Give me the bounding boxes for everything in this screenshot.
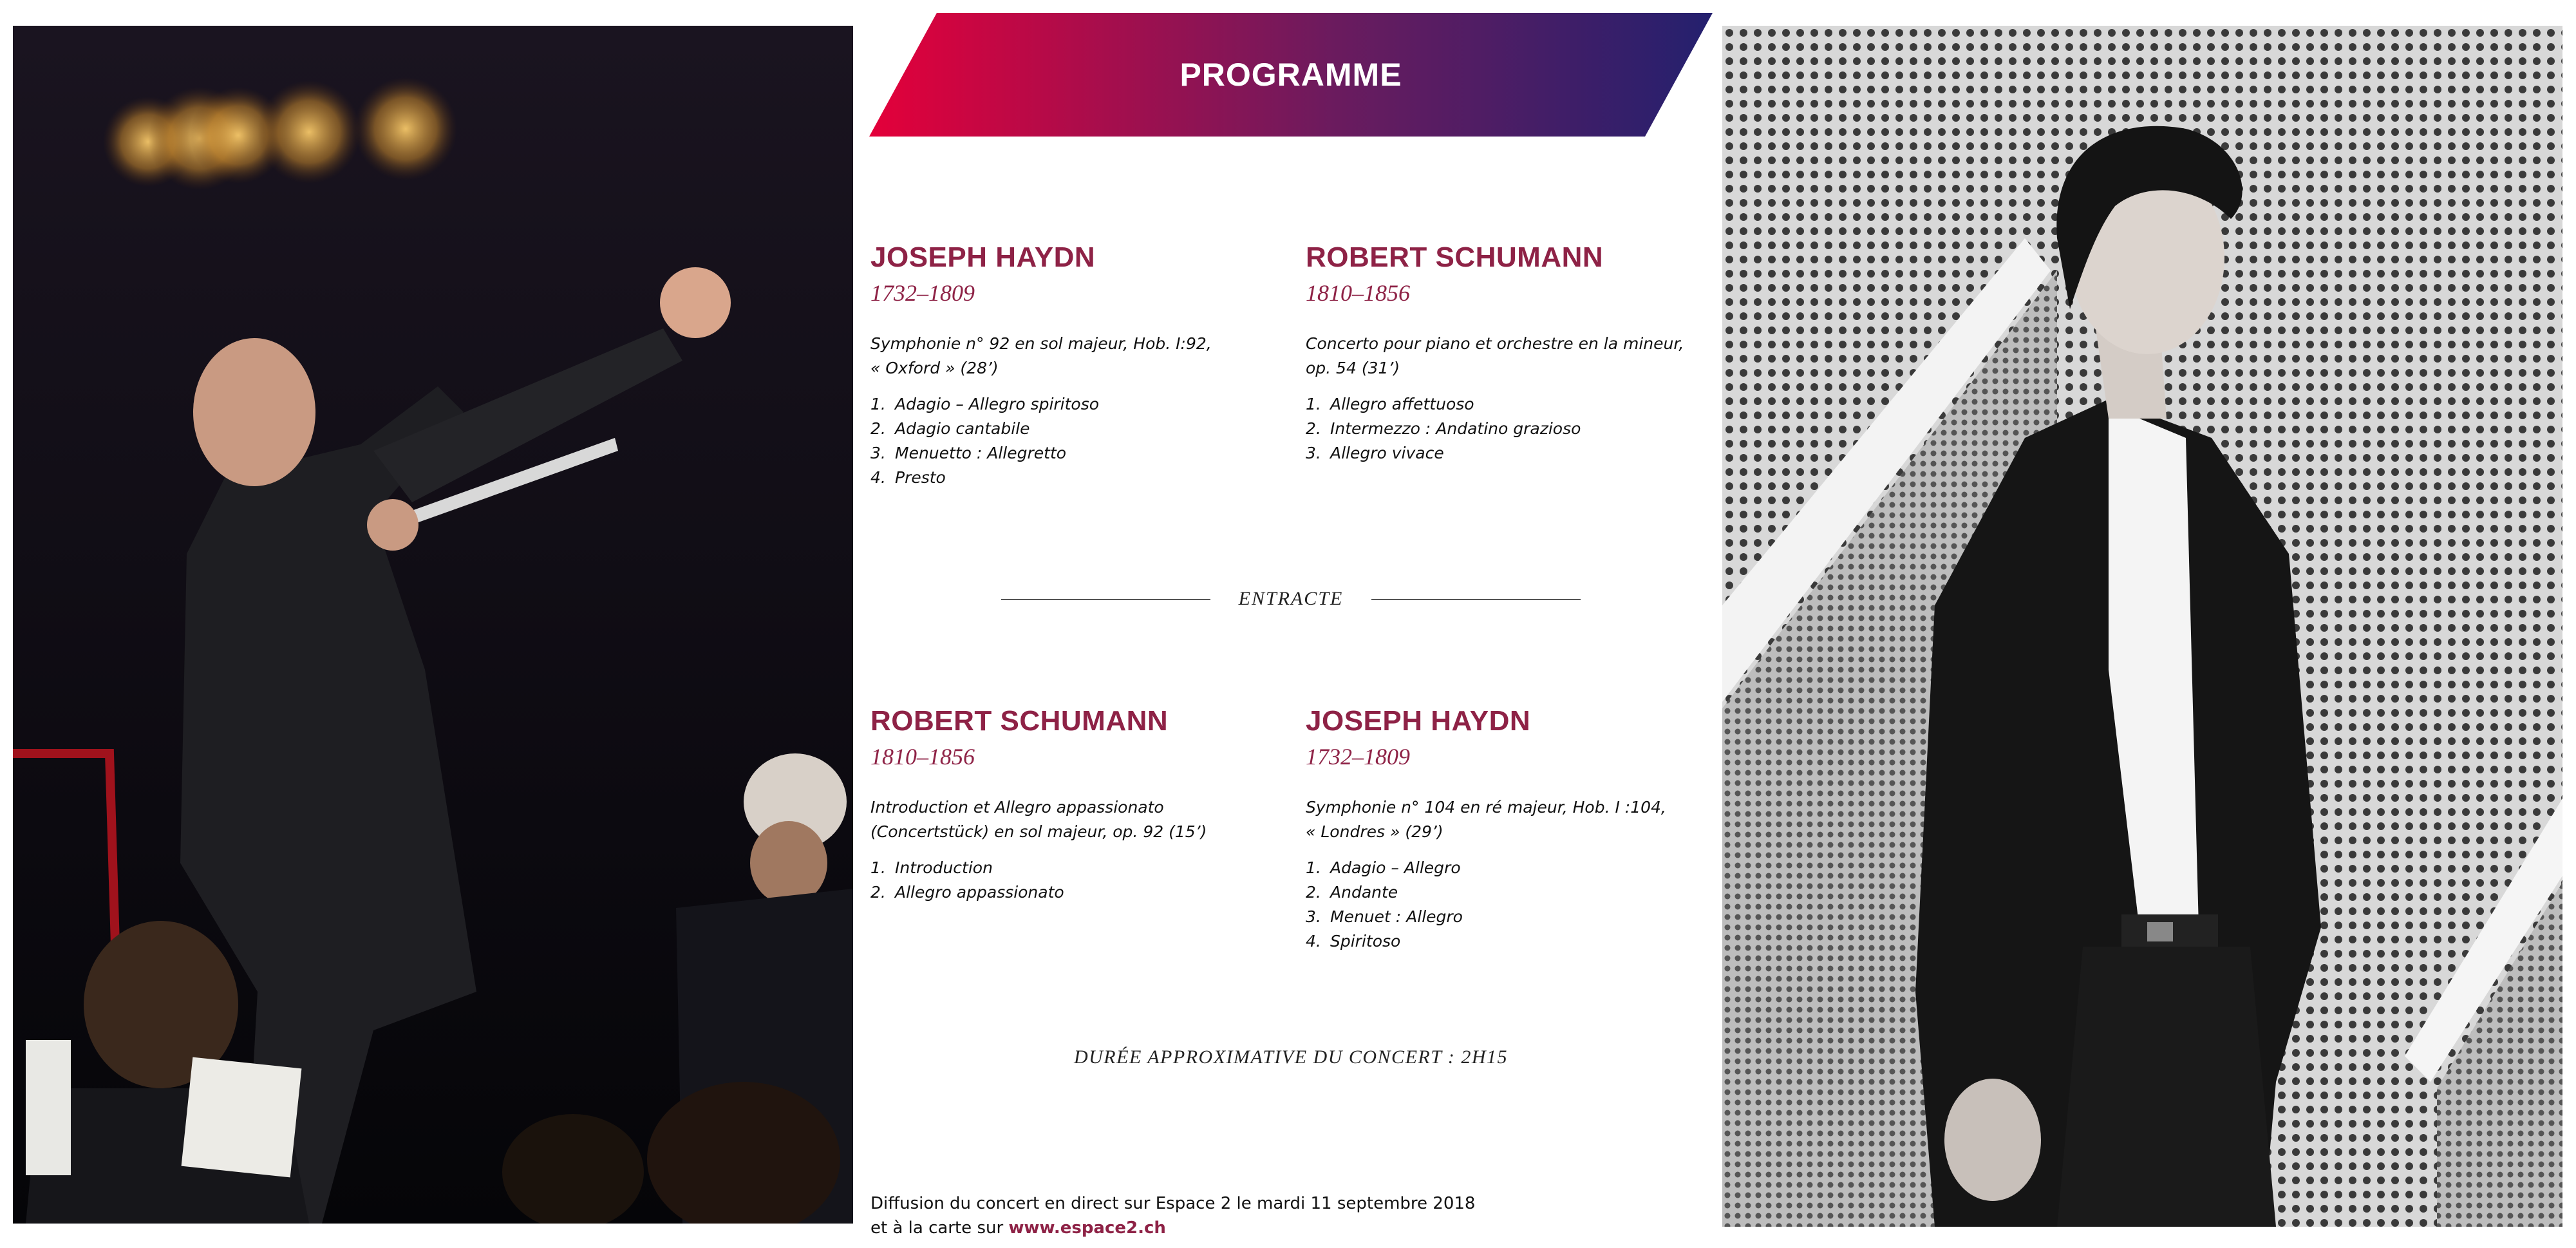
concert-duration: DURÉE APPROXIMATIVE DU CONCERT : 2H15 <box>1073 1046 1509 1068</box>
composer-dates: 1732–1809 <box>1306 744 1410 770</box>
work-schumann-concerto <box>1306 241 1718 466</box>
movement-list <box>1306 392 1718 466</box>
list-item: 2. Andante <box>1306 883 1398 902</box>
entracte-divider <box>1001 586 1581 612</box>
work-title <box>1306 332 1718 381</box>
broadcast-line: Diffusion du concert en direct sur Espace 2 le mardi 11 septembre 2018 <box>870 1194 1476 1213</box>
movement-list <box>1306 856 1718 954</box>
work-title <box>1306 795 1718 844</box>
work-title-line: Symphonie n° 104 en ré majeur, Hob. I :104, <box>1306 798 1666 817</box>
list-item: 1. Adagio – Allegro spiritoso <box>870 395 1100 413</box>
movement-list <box>870 856 1283 905</box>
work-title <box>870 795 1283 844</box>
composer-name: JOSEPH HAYDN <box>1306 705 1531 737</box>
composer-name: ROBERT SCHUMANN <box>1306 241 1604 273</box>
list-item: 2. Intermezzo : Andatino grazioso <box>1306 419 1581 438</box>
list-item: 1. Introduction <box>870 858 993 877</box>
composer-dates: 1732–1809 <box>870 280 975 306</box>
work-title <box>870 332 1283 381</box>
programme-banner <box>869 13 1713 137</box>
work-haydn-92 <box>870 241 1283 490</box>
work-title-line: « Londres » (29’) <box>1306 822 1443 841</box>
list-item: 3. Menuet : Allegro <box>1306 907 1463 926</box>
work-title-line: Symphonie n° 92 en sol majeur, Hob. I:92, <box>870 334 1212 353</box>
broadcast-note <box>870 1191 1695 1240</box>
list-item: 1. Allegro affettuoso <box>1306 395 1474 413</box>
work-title-line: « Oxford » (28’) <box>870 359 999 377</box>
movement-list <box>870 392 1283 490</box>
work-haydn-104 <box>1306 705 1718 954</box>
list-item: 3. Allegro vivace <box>1306 444 1444 462</box>
pianist-photo <box>1722 26 2562 1227</box>
work-title-line: (Concertstück) en sol majeur, op. 92 (15’) <box>870 822 1207 841</box>
broadcast-line: et à la carte sur www.espace2.ch <box>870 1218 1166 1238</box>
composer-dates: 1810–1856 <box>1306 280 1410 306</box>
list-item: 1. Adagio – Allegro <box>1306 858 1461 877</box>
composer-dates: 1810–1856 <box>870 744 975 770</box>
page-title: PROGRAMME <box>1180 57 1402 93</box>
work-title-line: Concerto pour piano et orchestre en la mineur, <box>1306 334 1684 353</box>
list-item: 2. Allegro appassionato <box>870 883 1064 902</box>
composer-name: ROBERT SCHUMANN <box>870 705 1169 737</box>
work-schumann-op92 <box>870 705 1283 905</box>
composer-name: JOSEPH HAYDN <box>870 241 1096 273</box>
list-item: 2. Adagio cantabile <box>870 419 1030 438</box>
work-title-line: op. 54 (31’) <box>1306 359 1400 377</box>
list-item: 3. Menuetto : Allegretto <box>870 444 1067 462</box>
entracte-label: ENTRACTE <box>1238 588 1344 609</box>
list-item: 4. Spiritoso <box>1306 932 1401 950</box>
work-title-line: Introduction et Allegro appassionato <box>870 798 1164 817</box>
conductor-photo <box>13 26 853 1224</box>
espace2-link[interactable]: www.espace2.ch <box>1008 1218 1166 1238</box>
list-item: 4. Presto <box>870 468 946 487</box>
